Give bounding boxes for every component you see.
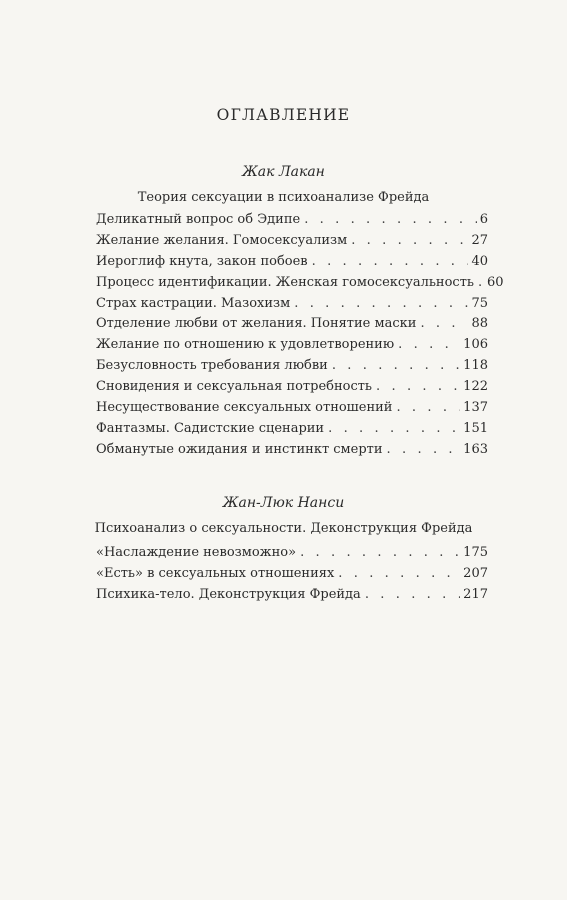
leader-dots <box>365 587 460 602</box>
leader-dots <box>294 296 468 311</box>
entry-title: Фантазмы. Садистские сценарии <box>96 420 325 436</box>
entry-title: Несуществование сексуальных отношений <box>96 400 393 416</box>
page-title: ОГЛАВЛЕНИЕ <box>216 106 351 124</box>
leader-dots <box>420 316 468 331</box>
entry-title: Желание по отношению к удовлетворению <box>96 337 395 353</box>
leader-dots <box>328 421 460 436</box>
entry-page: 118 <box>463 358 488 374</box>
toc-entry[interactable] <box>96 400 488 421</box>
toc-list <box>96 545 488 608</box>
entry-title: Страх кастрации. Мазохизм <box>96 295 291 311</box>
entry-title: Психика-тело. Деконструкция Фрейда <box>96 586 361 602</box>
leader-dots <box>387 442 461 457</box>
entry-page: 88 <box>471 316 488 332</box>
toc-entry[interactable] <box>96 296 488 317</box>
entry-title: Обманутые ожидания и инстинкт смерти <box>96 441 383 457</box>
section-subtitle: Психоанализ о сексуальности. Деконструкция Фрейда <box>94 521 473 536</box>
entry-page: 137 <box>463 400 488 416</box>
entry-page: 122 <box>463 379 488 395</box>
toc-list <box>96 212 504 463</box>
entry-title: Деликатный вопрос об Эдипе <box>96 212 301 227</box>
leader-dots <box>351 233 468 248</box>
entry-page: 106 <box>463 337 488 353</box>
entry-page: 6 <box>479 212 488 227</box>
entry-title: Желание желания. Гомосексуализм <box>96 232 348 248</box>
entry-title: Иероглиф кнута, закон побоев <box>96 253 308 269</box>
leader-dots <box>312 254 469 269</box>
toc-entry[interactable] <box>96 587 488 608</box>
entry-page: 75 <box>471 295 488 311</box>
toc-entry[interactable] <box>96 421 488 442</box>
entry-page: 207 <box>463 565 488 581</box>
entry-title: Отделение любви от желания. Понятие маски <box>96 316 417 332</box>
entry-page: 27 <box>471 232 488 248</box>
entry-title: «Наслаждение невозможно» <box>96 545 297 560</box>
entry-page: 60 <box>486 274 504 290</box>
leader-dots <box>304 212 477 227</box>
entry-page: 151 <box>463 420 488 436</box>
toc-entry[interactable] <box>96 358 488 379</box>
leader-dots <box>398 337 460 352</box>
toc-entry[interactable] <box>96 254 488 275</box>
toc-entry[interactable] <box>96 545 488 566</box>
toc-entry[interactable] <box>96 566 488 587</box>
entry-page: 40 <box>471 253 488 269</box>
leader-dots <box>338 566 460 581</box>
toc-entry[interactable] <box>96 316 488 337</box>
entry-page: 217 <box>463 586 488 602</box>
toc-entry[interactable] <box>96 337 488 358</box>
section-author: Жак Лакан <box>242 164 325 180</box>
leader-dots <box>376 379 460 394</box>
leader-dots <box>300 545 460 560</box>
section-subtitle: Теория сексуации в психоанализе Фрейда <box>137 190 430 205</box>
toc-entry[interactable] <box>96 212 488 233</box>
entry-title: Безусловность требования любви <box>96 358 328 374</box>
toc-entry[interactable] <box>96 379 488 400</box>
entry-title: «Есть» в сексуальных отношениях <box>96 565 335 581</box>
entry-title: Сновидения и сексуальная потребность <box>96 379 373 395</box>
section-author: Жан-Люк Нанси <box>222 495 345 511</box>
leader-dots <box>396 400 460 415</box>
entry-page: 163 <box>463 441 488 457</box>
entry-title: Процесс идентификации. Женская гомосексуальность <box>96 274 474 290</box>
toc-entry[interactable] <box>96 233 488 254</box>
toc-entry[interactable] <box>96 274 504 296</box>
leader-dots <box>332 358 460 373</box>
toc-entry[interactable] <box>96 442 488 463</box>
entry-page: 175 <box>463 545 488 560</box>
